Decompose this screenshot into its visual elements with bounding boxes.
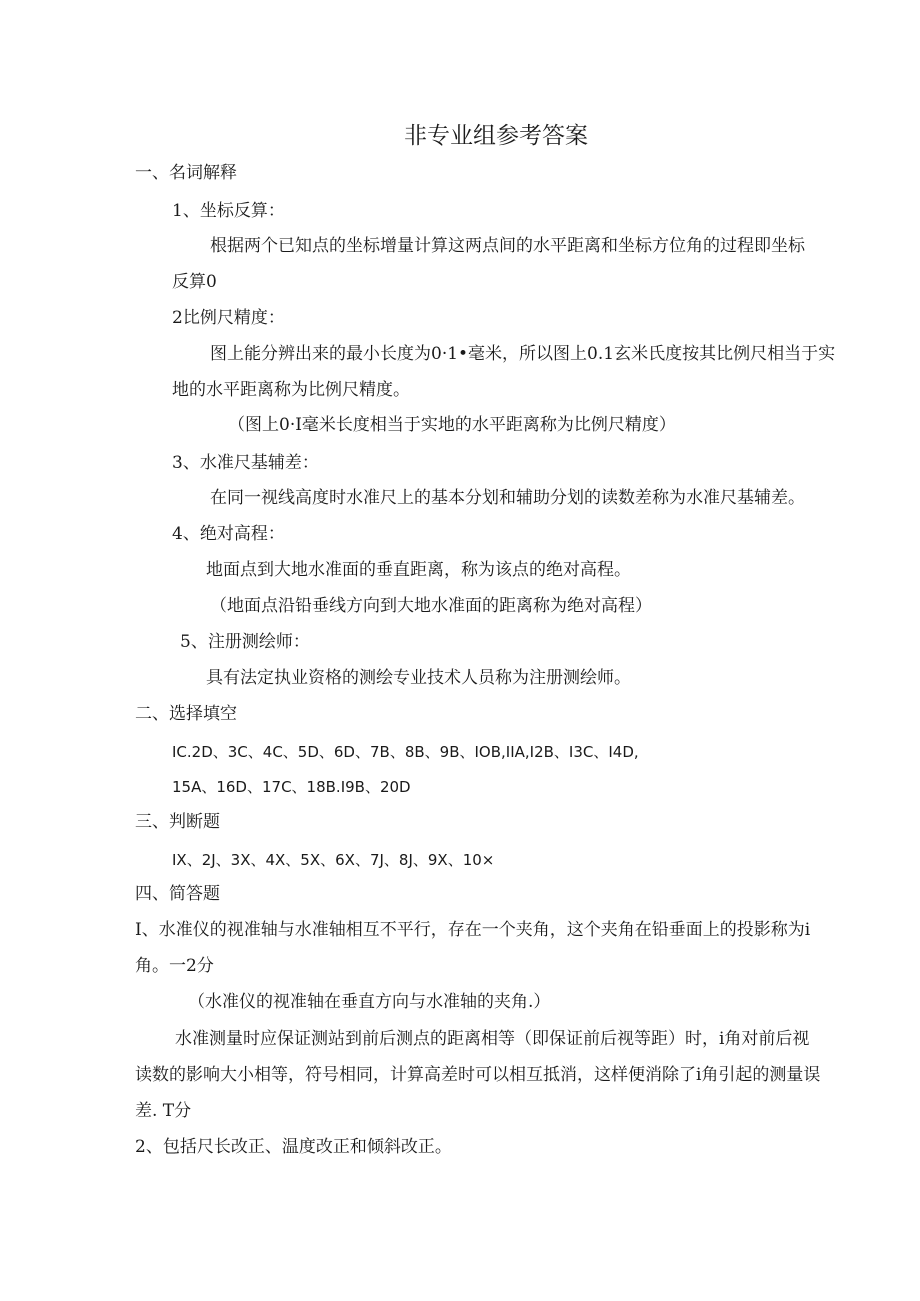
choice-answers-line: 15A、16D、17C、18B.I9B、20D — [172, 778, 411, 796]
term-label-staff-difference: 3、水准尺基辅差： — [172, 453, 319, 473]
term-text-note: （地面点沿铅垂线方向到大地水准面的距离称为绝对高程） — [210, 596, 652, 616]
section-heading-short-answer: 四、简答题 — [135, 884, 220, 904]
term-text-line: 地面点到大地水准面的垂直距离，称为该点的绝对高程。 — [206, 560, 631, 580]
term-text-line: 反算0 — [172, 272, 217, 292]
term-label-absolute-elevation: 4、绝对高程： — [172, 524, 285, 544]
answer-text-line: 差. T分 — [135, 1101, 192, 1121]
page-title: 非专业组参考答案 — [404, 123, 588, 149]
answer-text-line: 水准测量时应保证测站到前后测点的距离相等（即保证前后视等距）时，i角对前后视 — [175, 1029, 810, 1049]
term-text-line: 在同一视线高度时水准尺上的基本分划和辅助分划的读数差称为水准尺基辅差。 — [210, 488, 805, 508]
answer-text-line: 角。一2分 — [135, 956, 214, 976]
answer-text-line: 2、包括尺长改正、温度改正和倾斜改正。 — [135, 1137, 452, 1157]
term-text-line: 根据两个已知点的坐标增量计算这两点间的水平距离和坐标方位角的过程即坐标 — [210, 236, 805, 256]
term-text-line: 图上能分辨出来的最小长度为0·1•毫米，所以图上0.1玄米氏度按其比例尺相当于实 — [210, 344, 836, 364]
section-heading-choice: 二、选择填空 — [135, 704, 237, 724]
term-text-line: 具有法定执业资格的测绘专业技术人员称为注册测绘师。 — [206, 668, 631, 688]
term-text-note: （图上0·I毫米长度相当于实地的水平距离称为比例尺精度） — [228, 415, 676, 435]
choice-answers-line: IC.2D、3C、4C、5D、6D、7B、8B、9B、IOB,IIA,I2B、I3C、I4D, — [172, 743, 639, 761]
term-text-line: 地的水平距离称为比例尺精度。 — [172, 380, 410, 400]
section-heading-judgement: 三、判断题 — [135, 812, 220, 832]
answer-text-line: I、水准仪的视准轴与水准轴相互不平行，存在一个夹角，这个夹角在铅垂面上的投影称为i — [135, 920, 811, 940]
term-label-coordinate-inverse: 1、坐标反算： — [172, 201, 285, 221]
term-label-scale-precision: 2比例尺精度： — [172, 308, 285, 328]
term-label-registered-surveyor: 5、注册测绘师： — [180, 632, 310, 652]
judgement-answers-line: IX、2J、3X、4X、5X、6X、7J、8J、9X、10× — [172, 851, 495, 869]
answer-text-note: （水准仪的视准轴在垂直方向与水准轴的夹角.） — [188, 992, 551, 1012]
answer-text-line: 读数的影响大小相等，符号相同，计算高差时可以相互抵消，这样便消除了i角引起的测量误 — [135, 1065, 821, 1085]
section-heading-terms: 一、名词解释 — [135, 163, 237, 183]
